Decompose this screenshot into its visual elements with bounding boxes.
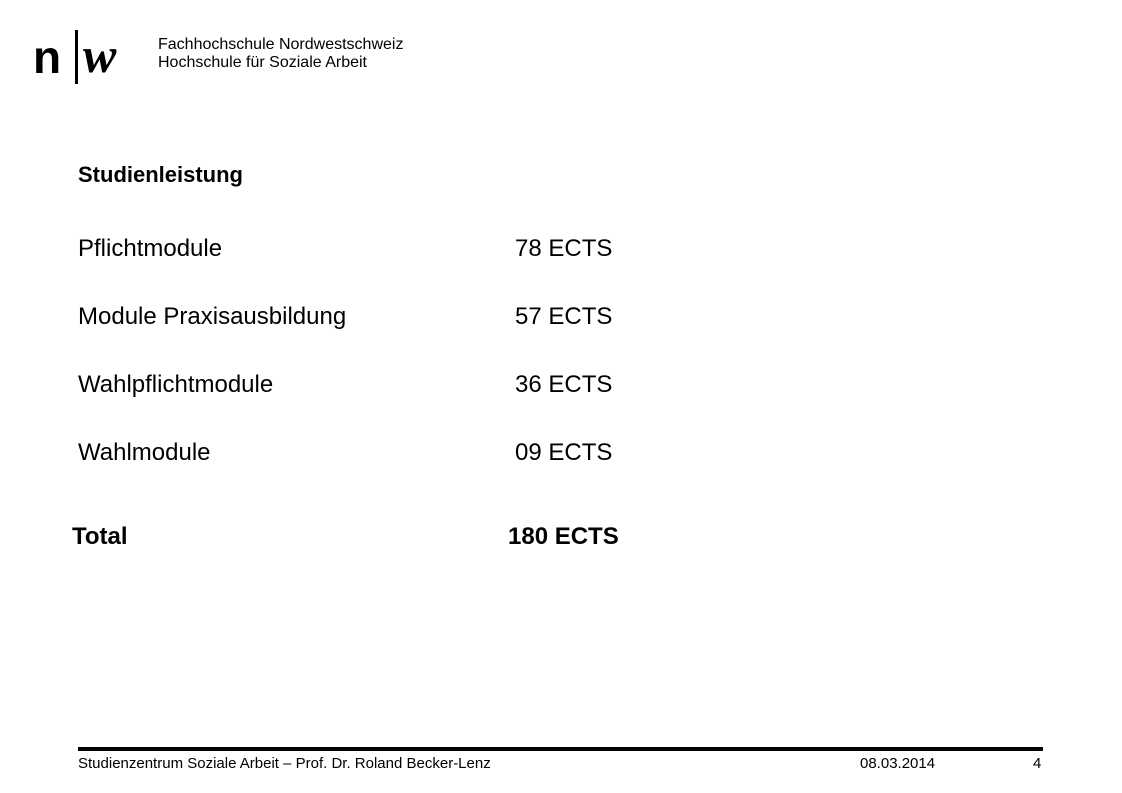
credit-row-value: 57 ECTS — [515, 303, 613, 330]
credit-row-value: 36 ECTS — [515, 371, 613, 398]
credit-row-label: Module Praxisausbildung — [78, 303, 347, 330]
footer-divider — [78, 747, 1043, 751]
footer-presenter: Studienzentrum Soziale Arbeit – Prof. Dr. Roland Becker-Lenz — [78, 755, 491, 772]
credit-total-row — [72, 521, 652, 553]
institution-name — [158, 36, 403, 72]
credit-row-wahlpflichtmodule — [78, 370, 638, 400]
credit-row-praxisausbildung — [78, 302, 638, 332]
slide-title: Studienleistung — [78, 162, 243, 187]
institution-logo — [33, 27, 433, 84]
credit-row-label: Wahlmodule — [78, 439, 211, 466]
institution-line-2: Hochschule für Soziale Arbeit — [158, 54, 367, 71]
footer-date: 08.03.2014 — [860, 755, 936, 772]
credit-row-value: 78 ECTS — [515, 235, 613, 262]
credit-row-pflichtmodule — [78, 234, 638, 264]
total-label: Total — [72, 523, 128, 550]
logo-letter-n: n — [33, 31, 62, 83]
institution-line-1: Fachhochschule Nordwestschweiz — [158, 36, 404, 53]
fhnw-logo-mark — [33, 27, 133, 84]
logo-divider — [75, 30, 78, 84]
credit-row-label: Wahlpflichtmodule — [78, 371, 274, 398]
page-number: 4 — [1033, 755, 1042, 772]
total-value: 180 ECTS — [508, 523, 619, 550]
credit-row-wahlmodule — [78, 438, 638, 468]
credit-row-label: Pflichtmodule — [78, 235, 223, 262]
credit-row-value: 09 ECTS — [515, 439, 613, 466]
logo-letter-w: w — [83, 27, 117, 83]
